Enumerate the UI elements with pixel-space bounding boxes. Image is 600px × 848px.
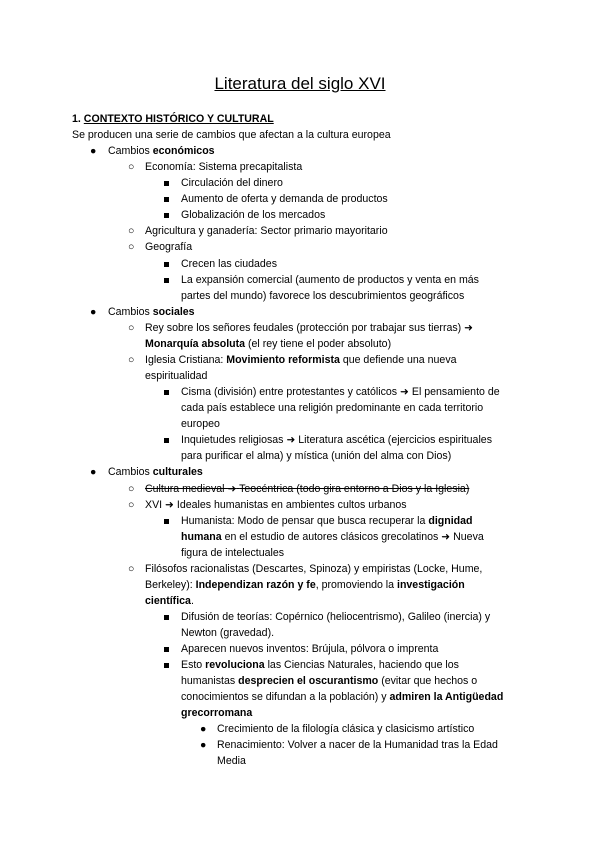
- list-item-continuation: cada país establece una religión predominante en cada territorio: [181, 402, 484, 414]
- bullet-square-icon: [164, 390, 169, 395]
- bullet-circle-icon: ○: [128, 225, 135, 237]
- bullet-square-icon: [164, 213, 169, 218]
- list-item: Crecen las ciudades: [181, 256, 277, 272]
- bullet-circle-icon: ○: [128, 563, 135, 575]
- bullet-square-icon: [164, 615, 169, 620]
- bullet-circle-icon: ○: [128, 322, 135, 334]
- bullet-square-icon: [164, 197, 169, 202]
- bullet-circle-icon: ○: [128, 161, 135, 173]
- list-item-xvi: ○ XVI ➜ Ideales humanistas en ambientes cultos urbanos: [128, 499, 407, 511]
- list-item-continuation: Monarquía absoluta (el rey tiene el poder absoluto): [145, 338, 392, 350]
- bullet-circle-icon: ○: [128, 354, 135, 366]
- page-title: Literatura del siglo XVI: [214, 74, 386, 93]
- list-item-continuation: Berkeley): Independizan razón y fe, promoviendo la investigación: [145, 579, 465, 591]
- list-item-continuation: conocimientos se difundan a la población) y admiren la Antigüedad: [181, 691, 504, 703]
- list-item-continuation: para purificar el alma) y mística (unión del alma con Dios): [181, 450, 452, 462]
- list-item-economic: ● Cambios económicos: [90, 145, 215, 157]
- bullet-dot-icon: ●: [90, 145, 97, 157]
- section-heading: [72, 111, 274, 127]
- list-item-filosofos: ○ Filósofos racionalistas (Descartes, Spinoza) y empiristas (Locke, Hume,: [128, 563, 483, 575]
- arrow-icon: ➜: [400, 386, 409, 398]
- list-item-cisma: Cisma (división) entre protestantes y católicos ➜ El pensamiento de: [181, 384, 500, 400]
- bullet-square-icon: [164, 663, 169, 668]
- bullet-dot-icon: ●: [200, 723, 207, 735]
- bullet-circle-icon: ○: [128, 499, 135, 511]
- list-item-continuation: grecorromana: [181, 707, 253, 719]
- arrow-icon: ➜: [227, 483, 237, 495]
- list-item-humanista: Humanista: Modo de pensar que busca recuperar la dignidad: [181, 513, 472, 529]
- list-item-esto: Esto revoluciona las Ciencias Naturales, haciendo que los: [181, 657, 459, 673]
- section-title: CONTEXTO HISTÓRICO Y CULTURAL: [83, 113, 274, 125]
- list-item: Aumento de oferta y demanda de productos: [181, 191, 388, 207]
- section-number: 1.: [72, 113, 81, 125]
- arrow-icon: ➜: [286, 434, 296, 446]
- list-item-crecimiento: ● Crecimiento de la filología clásica y clasicismo artístico: [200, 723, 475, 735]
- bullet-dot-icon: ●: [90, 466, 97, 478]
- bullet-square-icon: [164, 278, 169, 283]
- list-item-rey: ○ Rey sobre los señores feudales (protección por trabajar sus tierras) ➜: [128, 322, 474, 334]
- bullet-square-icon: [164, 181, 169, 186]
- list-item-economia: ○ Economía: Sistema precapitalista: [128, 161, 303, 173]
- list-item-renacimiento: ● Renacimiento: Volver a nacer de la Humanidad tras la Edad: [200, 739, 498, 751]
- list-item-continuation: partes del mundo) favorece los descubrimientos geográficos: [181, 290, 465, 302]
- list-item-continuation: Newton (gravedad).: [181, 627, 275, 639]
- list-item-continuation: humanistas desprecien el oscurantismo (evitar que hechos o: [181, 675, 478, 687]
- list-item-continuation: Media: [217, 755, 246, 767]
- list-item: Globalización de los mercados: [181, 207, 325, 223]
- bullet-dot-icon: ●: [90, 306, 97, 318]
- arrow-icon: ➜: [165, 499, 174, 511]
- bullet-square-icon: [164, 262, 169, 267]
- list-item-geografia: ○ Geografía: [128, 241, 193, 253]
- list-item-medieval-struck: ○ Cultura medieval ➜ Teocéntrica (todo gira entorno a Dios y la Iglesia): [128, 483, 470, 495]
- bullet-circle-icon: ○: [128, 483, 135, 495]
- list-item: La expansión comercial (aumento de productos y venta en más: [181, 272, 479, 288]
- list-item-iglesia: ○ Iglesia Cristiana: Movimiento reformista que defiende una nueva: [128, 354, 457, 366]
- list-item-continuation: humana en el estudio de autores clásicos grecolatinos ➜ Nueva: [181, 531, 484, 543]
- list-item-cultural: ● Cambios culturales: [90, 466, 203, 478]
- list-item-continuation: espiritualidad: [145, 370, 208, 382]
- list-item-agricultura: ○ Agricultura y ganadería: Sector primario mayoritario: [128, 225, 388, 237]
- bullet-circle-icon: ○: [128, 241, 135, 253]
- list-item-difusion: Difusión de teorías: Copérnico (heliocentrismo), Galileo (inercia) y: [181, 609, 490, 625]
- list-item-inquietudes: Inquietudes religiosas ➜ Literatura ascética (ejercicios espirituales: [181, 432, 492, 448]
- bullet-square-icon: [164, 519, 169, 524]
- arrow-icon: ➜: [464, 322, 474, 334]
- bullet-dot-icon: ●: [200, 739, 207, 751]
- list-item-inventos: Aparecen nuevos inventos: Brújula, pólvora o imprenta: [181, 641, 438, 657]
- list-item-continuation: figura de intelectuales: [181, 547, 285, 559]
- list-item-continuation: científica.: [145, 595, 194, 607]
- arrow-icon: ➜: [441, 531, 451, 543]
- list-item-continuation: europeo: [181, 418, 220, 430]
- intro-text: Se producen una serie de cambios que afectan a la cultura europea: [72, 129, 391, 141]
- list-item: Circulación del dinero: [181, 175, 283, 191]
- bullet-square-icon: [164, 647, 169, 652]
- list-item-social: ● Cambios sociales: [90, 306, 195, 318]
- bullet-square-icon: [164, 438, 169, 443]
